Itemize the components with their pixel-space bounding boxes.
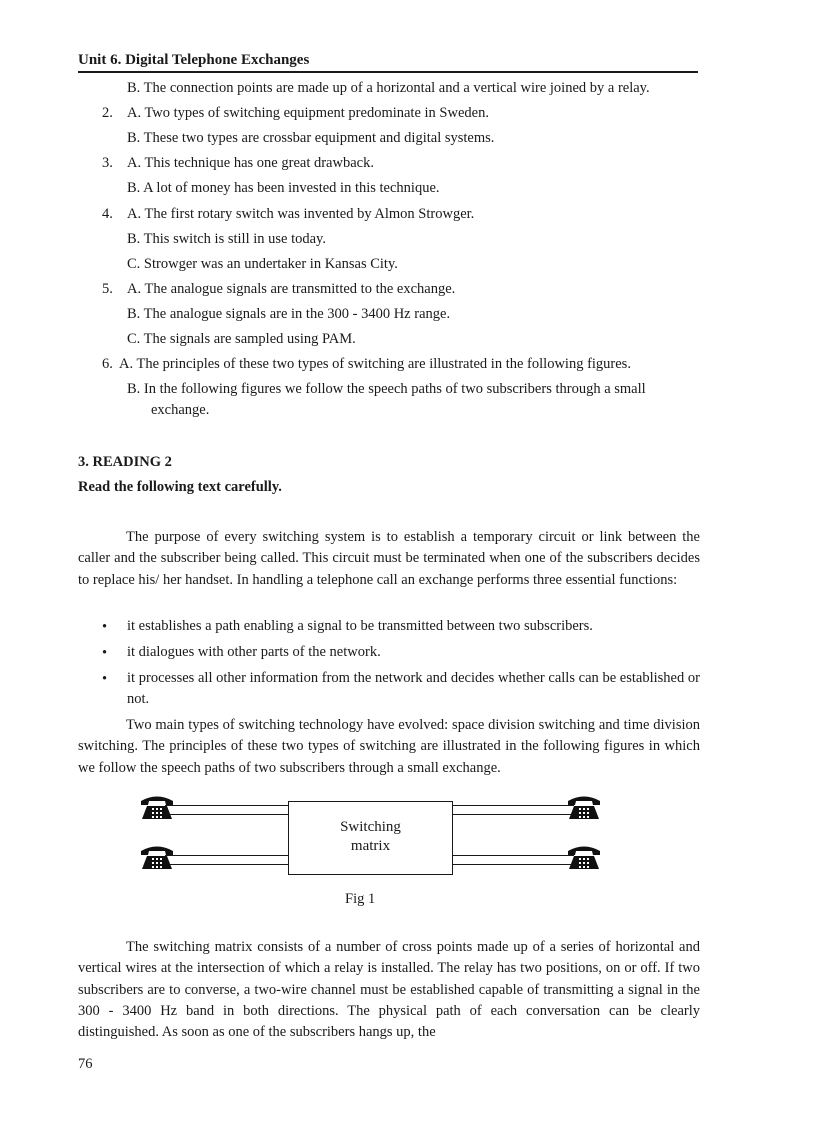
bullet-3: it processes all other information from the network and decides whether calls can be established or not.: [127, 670, 700, 707]
exercise-1-b: B. The connection points are made up of a horizontal and a vertical wire joined by a relay.: [127, 80, 650, 96]
body-paragraph-2: Two main types of switching technology have evolved: space division switching and time division switching. The principles of these two types of switching are illustrated in the following figures in which we follow the speech paths of two subscribers through a small exchange.: [78, 717, 700, 776]
section-instruction: Read the following text carefully.: [78, 479, 282, 495]
section-heading: 3. READING 2: [78, 454, 172, 470]
exercise-5-b: B. The analogue signals are in the 300 - 3400 Hz range.: [127, 306, 451, 322]
bullet-dot: •: [102, 645, 108, 661]
wire-bottom-right-upper: [453, 855, 574, 856]
exercise-3-b: B. A lot of money has been invested in this technique.: [127, 180, 440, 196]
wire-top-left-lower: [165, 814, 288, 815]
exercise-5-number: 5.: [102, 281, 113, 297]
body-paragraph-1: The purpose of every switching system is to establish a temporary circuit or link between the caller and the subscriber being called. This circuit must be terminated when one of the subscribers decides to replace his/ her handset. In handling a telephone call an exchange performs three essential functions:: [78, 529, 700, 588]
exercise-6-a: A. The principles of these two types of switching are illustrated in the following figures.: [119, 356, 631, 372]
exercise-2-a: A. Two types of switching equipment predominate in Sweden.: [127, 105, 489, 121]
switching-matrix-label-line2: matrix: [350, 838, 391, 854]
wire-bottom-left-upper: [165, 855, 288, 856]
telephone-icon: [566, 844, 602, 870]
exercise-6-b-cont: exchange.: [151, 402, 210, 418]
bullet-2: it dialogues with other parts of the network.: [127, 644, 381, 660]
wire-top-right-lower: [453, 814, 574, 815]
telephone-icon: [566, 794, 602, 820]
wire-bottom-right-lower: [453, 864, 574, 865]
wire-top-right-upper: [453, 805, 574, 806]
exercise-3-a: A. This technique has one great drawback.: [127, 155, 374, 171]
bullet-dot: •: [102, 671, 108, 687]
page-number: 76: [78, 1056, 93, 1072]
telephone-icon: [139, 794, 175, 820]
wire-top-left-upper: [165, 805, 288, 806]
exercise-2-number: 2.: [102, 105, 113, 121]
exercise-5-c: C. The signals are sampled using PAM.: [127, 331, 356, 347]
bullet-dot: •: [102, 619, 108, 635]
exercise-4-b: B. This switch is still in use today.: [127, 231, 326, 247]
exercise-6-number: 6.: [102, 356, 113, 372]
exercise-4-c: C. Strowger was an undertaker in Kansas City.: [127, 256, 398, 272]
bullet-1: it establishes a path enabling a signal to be transmitted between two subscribers.: [127, 618, 593, 634]
exercise-4-number: 4.: [102, 206, 113, 222]
body-paragraph-3: The switching matrix consists of a number of cross points made up of a series of horizontal and vertical wires at the intersection of which a relay is installed. The relay has two positions, on or off. If two subscribers are to converse, a two-wire channel must be established capable of transmitting a signal in the 300 - 3400 Hz band in both directions. The physical path of each conversation can be clearly distinguished. As soon as one of the subscribers hangs up, the: [78, 939, 700, 1041]
exercise-3-number: 3.: [102, 155, 113, 171]
exercise-4-a: A. The first rotary switch was invented by Almon Strowger.: [127, 206, 475, 222]
exercise-6-b: B. In the following figures we follow the speech paths of two subscribers through a small: [127, 381, 646, 397]
exercise-5-a: A. The analogue signals are transmitted to the exchange.: [127, 281, 456, 297]
figure-caption: Fig 1: [345, 891, 376, 907]
switching-matrix-label-line1: Switching: [340, 819, 401, 835]
switching-matrix-label: [288, 818, 453, 856]
telephone-icon: [139, 844, 175, 870]
exercise-2-b: B. These two types are crossbar equipment and digital systems.: [127, 130, 495, 146]
page-header-title: Unit 6. Digital Telephone Exchanges: [78, 52, 310, 68]
wire-bottom-left-lower: [165, 864, 288, 865]
header-rule: [78, 71, 698, 73]
